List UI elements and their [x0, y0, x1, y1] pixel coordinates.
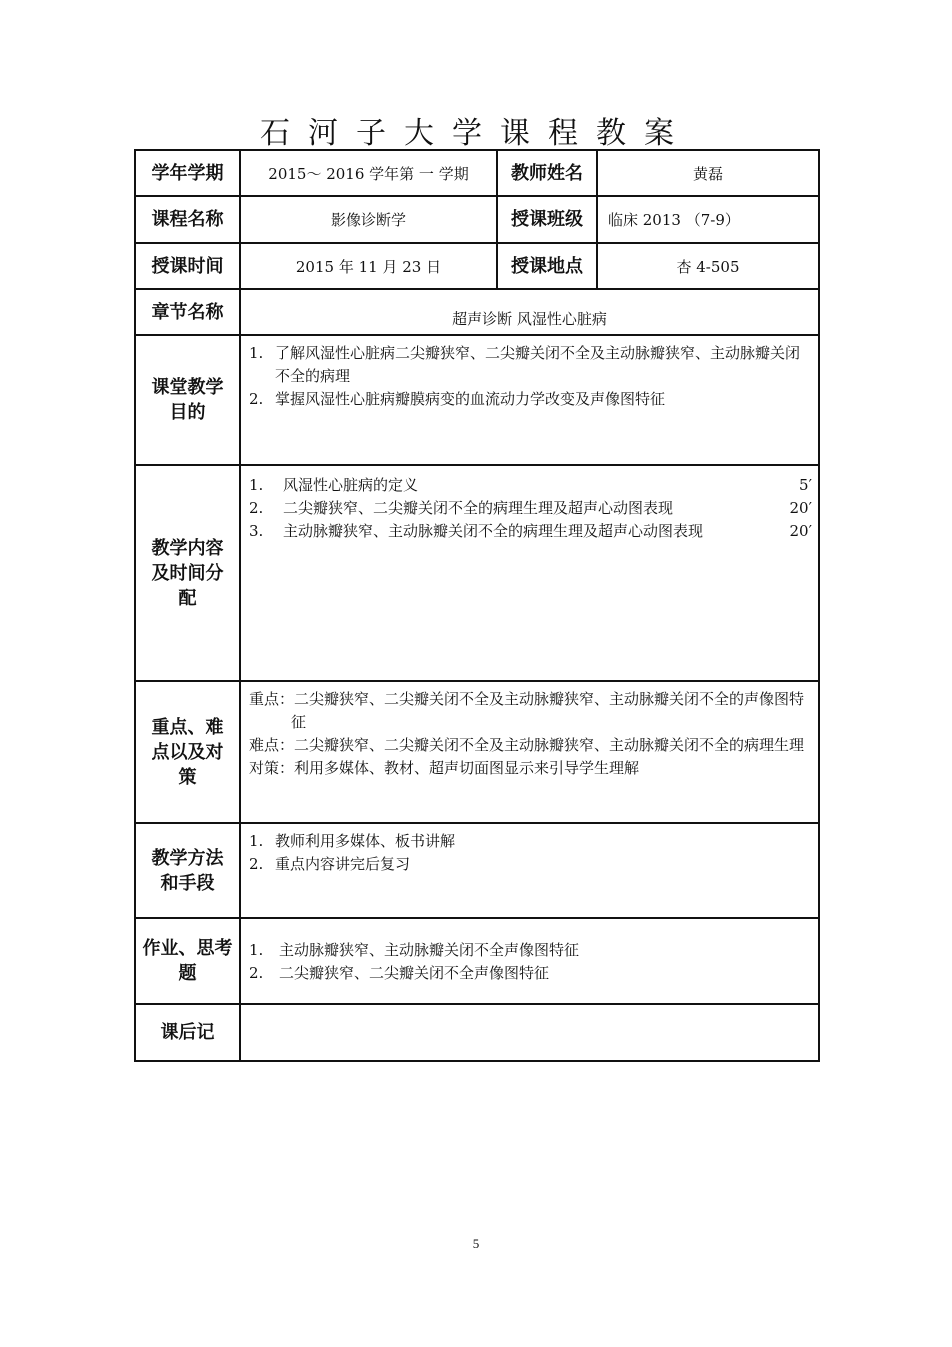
- methods-label: [135, 823, 240, 918]
- teacher-value: 黄磊: [597, 150, 819, 196]
- methods-content: [240, 823, 819, 918]
- objectives-label: [135, 335, 240, 465]
- method-text: 教师利用多媒体、板书讲解: [275, 832, 456, 850]
- homework-item: [249, 962, 812, 985]
- objectives-row: [135, 335, 819, 465]
- notes-label: 课后记: [135, 1004, 240, 1061]
- key-points-row: [135, 681, 819, 823]
- chapter-row: [135, 289, 819, 335]
- difficult-point-text: 难点：二尖瓣狭窄、二尖瓣关闭不全及主动脉瓣狭窄、主动脉瓣关闭不全的病理生理: [249, 736, 805, 754]
- objective-item: [249, 388, 812, 411]
- place-value: 杏 4-505: [597, 243, 819, 289]
- content-num: 3.: [249, 522, 264, 540]
- content-item: [249, 497, 812, 520]
- notes-value: [240, 1004, 819, 1061]
- content-num: 1.: [249, 476, 264, 494]
- methods-label-text: 教学方法和手段: [151, 847, 224, 894]
- class-value: 临床 2013 （7-9）: [597, 196, 819, 243]
- homework-label-text: 作业、思考题: [142, 938, 233, 984]
- course-label: 课程名称: [135, 196, 240, 243]
- teacher-label: 教师姓名: [497, 150, 597, 196]
- course-row: [135, 196, 819, 243]
- method-num: 1.: [249, 832, 264, 850]
- homework-text: 二尖瓣狭窄、二尖瓣关闭不全声像图特征: [279, 964, 550, 982]
- course-value: 影像诊断学: [240, 196, 497, 243]
- objective-text: 掌握风湿性心脏病瓣膜病变的血流动力学改变及声像图特征: [275, 390, 666, 408]
- homework-num: 2.: [249, 964, 264, 982]
- content-list: [240, 465, 819, 681]
- content-label-text: 教学内容及时间分配: [151, 537, 224, 609]
- method-item: [249, 830, 812, 853]
- objective-item: [249, 342, 812, 388]
- key-points-label: [135, 681, 240, 823]
- objective-num: 1.: [249, 344, 264, 362]
- content-row: [135, 465, 819, 681]
- page-number: 5: [472, 1236, 480, 1251]
- strategy-text: 对策：利用多媒体、教材、超声切面图显示来引导学生理解: [249, 759, 640, 777]
- homework-row: [135, 918, 819, 1004]
- lesson-plan-table: [134, 149, 820, 1062]
- homework-num: 1.: [249, 941, 264, 959]
- content-item: [249, 520, 812, 543]
- method-num: 2.: [249, 855, 264, 873]
- chapter-label: 章节名称: [135, 289, 240, 335]
- method-item: [249, 853, 812, 876]
- key-points-content: [240, 681, 819, 823]
- homework-text: 主动脉瓣狭窄、主动脉瓣关闭不全声像图特征: [279, 941, 580, 959]
- key-point-text: 重点：二尖瓣狭窄、二尖瓣关闭不全及主动脉瓣狭窄、主动脉瓣关闭不全的声像图特征: [249, 690, 805, 731]
- content-label: [135, 465, 240, 681]
- chapter-value: 超声诊断 风湿性心脏病: [240, 289, 819, 335]
- homework-content: [240, 918, 819, 1004]
- time-value: 2015 年 11 月 23 日: [240, 243, 497, 289]
- content-num: 2.: [249, 499, 264, 517]
- method-text: 重点内容讲完后复习: [275, 855, 411, 873]
- homework-label: [135, 918, 240, 1004]
- homework-item: [249, 939, 812, 962]
- objective-num: 2.: [249, 390, 264, 408]
- page-title: 石河子大学课程教案: [260, 116, 692, 151]
- class-label: 授课班级: [497, 196, 597, 243]
- term-label: 学年学期: [135, 150, 240, 196]
- objectives-content: [240, 335, 819, 465]
- term-value: 2015～ 2016 学年第 一 学期: [240, 150, 497, 196]
- objectives-label-text: 课堂教学目的: [151, 377, 224, 423]
- content-text: 风湿性心脏病的定义: [283, 476, 419, 494]
- methods-row: [135, 823, 819, 918]
- content-time: 20′: [789, 522, 812, 540]
- time-label: 授课时间: [135, 243, 240, 289]
- objective-text: 了解风湿性心脏病二尖瓣狭窄、二尖瓣关闭不全及主动脉瓣狭窄、主动脉瓣关闭不全的病理: [275, 344, 801, 385]
- content-item: [249, 474, 812, 497]
- place-label: 授课地点: [497, 243, 597, 289]
- term-row: [135, 150, 819, 196]
- time-row: [135, 243, 819, 289]
- content-text: 二尖瓣狭窄、二尖瓣关闭不全的病理生理及超声心动图表现: [283, 499, 674, 517]
- content-time: 5′: [799, 476, 812, 494]
- content-text: 主动脉瓣狭窄、主动脉瓣关闭不全的病理生理及超声心动图表现: [283, 522, 704, 540]
- key-points-label-text: 重点、难点以及对策: [151, 716, 224, 788]
- notes-row: [135, 1004, 819, 1061]
- content-time: 20′: [789, 499, 812, 517]
